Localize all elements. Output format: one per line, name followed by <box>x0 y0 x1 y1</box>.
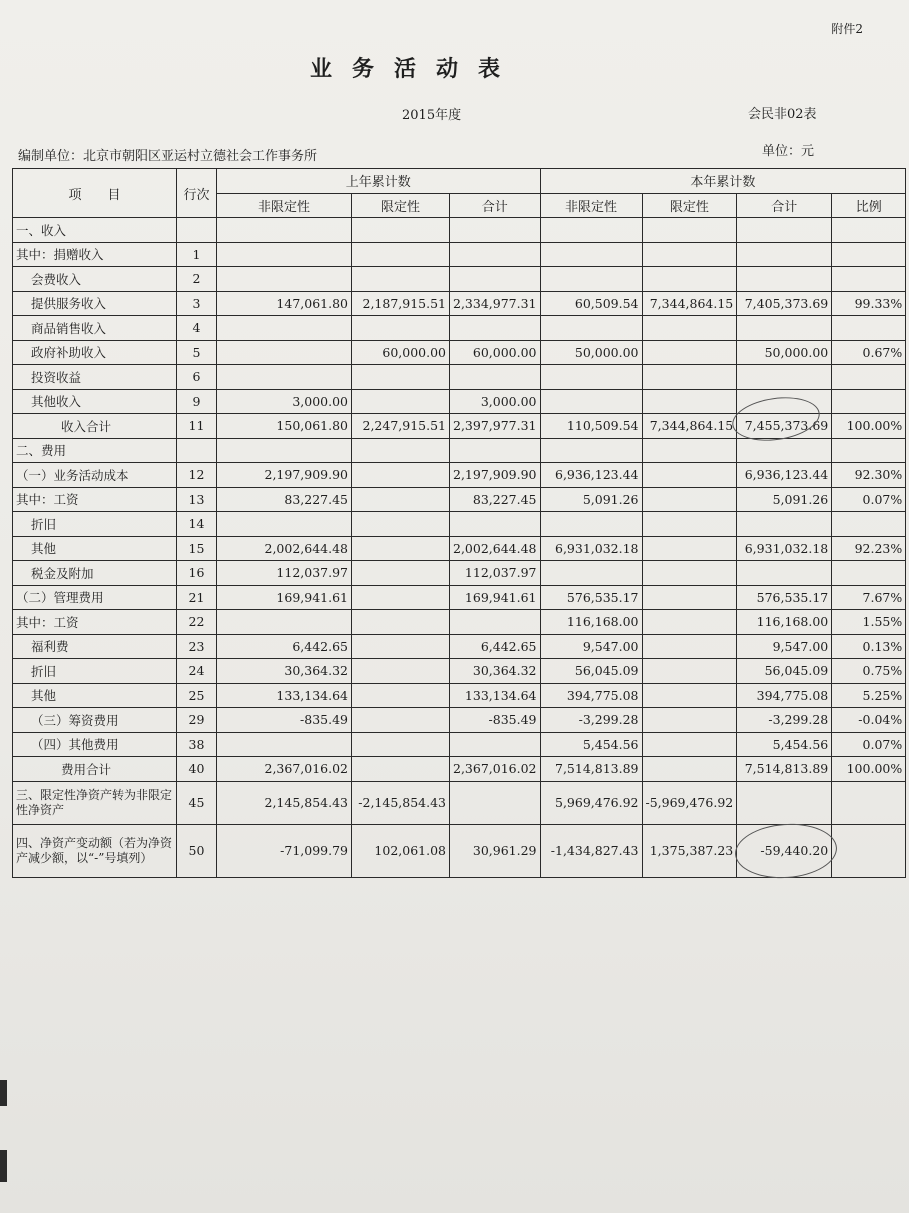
cell-ratio: 92.30% <box>832 463 906 488</box>
cell-cur-unrestricted <box>540 365 642 390</box>
cell-cur-restricted <box>642 610 737 635</box>
cell-prev-total: 83,227.45 <box>450 487 541 512</box>
cell-ratio <box>832 438 906 463</box>
table-row <box>13 438 906 463</box>
cell-line: 50 <box>177 824 217 877</box>
cell-line: 22 <box>177 610 217 635</box>
table-row <box>13 389 906 414</box>
cell-cur-unrestricted: 576,535.17 <box>540 585 642 610</box>
cell-prev-unrestricted <box>217 267 352 292</box>
cell-cur-total: 6,936,123.44 <box>737 463 832 488</box>
cell-ratio: 0.75% <box>832 659 906 684</box>
cell-line: 12 <box>177 463 217 488</box>
cell-cur-total <box>737 512 832 537</box>
cell-ratio: 0.07% <box>832 487 906 512</box>
col-header-prev-total: 合计 <box>450 193 541 218</box>
cell-ratio: 100.00% <box>832 757 906 782</box>
cell-prev-unrestricted: 150,061.80 <box>217 414 352 439</box>
cell-line: 38 <box>177 732 217 757</box>
cell-cur-total: 9,547.00 <box>737 634 832 659</box>
cell-item: 折旧 <box>13 659 177 684</box>
cell-prev-restricted <box>352 512 450 537</box>
cell-prev-restricted <box>352 316 450 341</box>
cell-line: 1 <box>177 242 217 267</box>
cell-prev-total: 30,364.32 <box>450 659 541 684</box>
col-header-line: 行次 <box>177 169 217 218</box>
table-row <box>13 781 906 824</box>
cell-item: 其他 <box>13 683 177 708</box>
cell-item: 提供服务收入 <box>13 291 177 316</box>
cell-cur-unrestricted: 9,547.00 <box>540 634 642 659</box>
cell-prev-total <box>450 512 541 537</box>
col-header-ratio: 比例 <box>832 193 906 218</box>
form-number: 会民非02表 <box>748 107 817 122</box>
cell-item: 收入合计 <box>13 414 177 439</box>
cell-cur-restricted <box>642 585 737 610</box>
cell-prev-total: 30,961.29 <box>450 824 541 877</box>
cell-prev-unrestricted: 112,037.97 <box>217 561 352 586</box>
page-title: 业务活动表 <box>309 56 520 82</box>
cell-cur-restricted <box>642 659 737 684</box>
cell-item: 商品销售收入 <box>13 316 177 341</box>
cell-cur-total: 7,514,813.89 <box>737 757 832 782</box>
table-row <box>13 316 906 341</box>
cell-ratio <box>832 389 906 414</box>
cell-prev-unrestricted: 169,941.61 <box>217 585 352 610</box>
cell-item: 其中：工资 <box>13 610 177 635</box>
cell-prev-unrestricted: 3,000.00 <box>217 389 352 414</box>
cell-prev-restricted: -2,145,854.43 <box>352 781 450 824</box>
cell-line: 15 <box>177 536 217 561</box>
cell-prev-restricted: 2,247,915.51 <box>352 414 450 439</box>
col-header-cur-year: 本年累计数 <box>540 169 906 194</box>
cell-cur-unrestricted: -3,299.28 <box>540 708 642 733</box>
table-row <box>13 291 906 316</box>
cell-line: 16 <box>177 561 217 586</box>
cell-prev-total: 2,397,977.31 <box>450 414 541 439</box>
cell-prev-restricted <box>352 708 450 733</box>
table-row <box>13 659 906 684</box>
table-row <box>13 683 906 708</box>
cell-cur-unrestricted: 6,931,032.18 <box>540 536 642 561</box>
cell-prev-total: 133,134.64 <box>450 683 541 708</box>
cell-prev-total <box>450 610 541 635</box>
cell-item: （二）管理费用 <box>13 585 177 610</box>
cell-cur-total: 56,045.09 <box>737 659 832 684</box>
cell-cur-restricted <box>642 218 737 243</box>
table-row <box>13 340 906 365</box>
cell-cur-unrestricted: 6,936,123.44 <box>540 463 642 488</box>
cell-ratio: 1.55% <box>832 610 906 635</box>
cell-ratio <box>832 824 906 877</box>
cell-item: 其中：捐赠收入 <box>13 242 177 267</box>
cell-item: 折旧 <box>13 512 177 537</box>
attachment-label: 附件2 <box>831 22 863 36</box>
cell-prev-unrestricted: 147,061.80 <box>217 291 352 316</box>
cell-cur-unrestricted <box>540 242 642 267</box>
cell-prev-restricted: 60,000.00 <box>352 340 450 365</box>
cell-prev-unrestricted: 2,002,644.48 <box>217 536 352 561</box>
cell-line: 40 <box>177 757 217 782</box>
cell-item: 会费收入 <box>13 267 177 292</box>
cell-prev-restricted <box>352 732 450 757</box>
cell-cur-total: -59,440.20 <box>737 824 832 877</box>
cell-cur-restricted <box>642 683 737 708</box>
cell-prev-unrestricted <box>217 610 352 635</box>
cell-prev-total <box>450 365 541 390</box>
cell-cur-restricted <box>642 732 737 757</box>
cell-prev-restricted <box>352 585 450 610</box>
cell-line <box>177 218 217 243</box>
cell-cur-restricted <box>642 242 737 267</box>
cell-cur-restricted <box>642 757 737 782</box>
cell-prev-unrestricted: 6,442.65 <box>217 634 352 659</box>
col-header-cur-restricted: 限定性 <box>642 193 737 218</box>
cell-prev-total <box>450 438 541 463</box>
cell-prev-total: 112,037.97 <box>450 561 541 586</box>
table-row <box>13 585 906 610</box>
table-row <box>13 561 906 586</box>
cell-prev-total <box>450 242 541 267</box>
cell-prev-unrestricted: -71,099.79 <box>217 824 352 877</box>
cell-cur-total <box>737 218 832 243</box>
table-row <box>13 267 906 292</box>
cell-cur-restricted <box>642 340 737 365</box>
cell-prev-restricted <box>352 218 450 243</box>
cell-prev-restricted: 102,061.08 <box>352 824 450 877</box>
cell-prev-restricted <box>352 365 450 390</box>
table-row <box>13 757 906 782</box>
table-row <box>13 463 906 488</box>
cell-item: 四、净资产变动额（若为净资产减少额，以“-”号填列） <box>13 824 177 877</box>
cell-item: （四）其他费用 <box>13 732 177 757</box>
cell-line: 14 <box>177 512 217 537</box>
table-row <box>13 708 906 733</box>
cell-cur-restricted <box>642 389 737 414</box>
cell-line: 13 <box>177 487 217 512</box>
activity-statement-table <box>12 168 906 878</box>
cell-prev-unrestricted <box>217 365 352 390</box>
cell-cur-unrestricted <box>540 316 642 341</box>
cell-prev-restricted <box>352 610 450 635</box>
cell-cur-total <box>737 242 832 267</box>
table-row <box>13 536 906 561</box>
table-row <box>13 732 906 757</box>
cell-item: 其他收入 <box>13 389 177 414</box>
cell-prev-total: 2,002,644.48 <box>450 536 541 561</box>
cell-ratio <box>832 561 906 586</box>
cell-cur-total: 5,454.56 <box>737 732 832 757</box>
table-row <box>13 487 906 512</box>
cell-cur-total: 394,775.08 <box>737 683 832 708</box>
cell-prev-restricted <box>352 561 450 586</box>
cell-item: 费用合计 <box>13 757 177 782</box>
cell-prev-total: -835.49 <box>450 708 541 733</box>
cell-item: （三）筹资费用 <box>13 708 177 733</box>
cell-prev-unrestricted: 133,134.64 <box>217 683 352 708</box>
cell-cur-unrestricted: 7,514,813.89 <box>540 757 642 782</box>
cell-prev-restricted <box>352 757 450 782</box>
table-row <box>13 414 906 439</box>
cell-prev-unrestricted <box>217 438 352 463</box>
table-row <box>13 610 906 635</box>
table-row <box>13 512 906 537</box>
cell-prev-unrestricted <box>217 218 352 243</box>
cell-item: 一、收入 <box>13 218 177 243</box>
cell-cur-restricted <box>642 634 737 659</box>
cell-line <box>177 438 217 463</box>
cell-cur-unrestricted: 116,168.00 <box>540 610 642 635</box>
cell-item: 福利费 <box>13 634 177 659</box>
cell-prev-total <box>450 267 541 292</box>
scan-edge-mark <box>0 1080 7 1106</box>
cell-cur-restricted <box>642 267 737 292</box>
cell-ratio <box>832 218 906 243</box>
cell-prev-unrestricted <box>217 512 352 537</box>
cell-cur-restricted <box>642 365 737 390</box>
cell-ratio <box>832 267 906 292</box>
cell-line: 23 <box>177 634 217 659</box>
cell-ratio <box>832 781 906 824</box>
cell-item: （一）业务活动成本 <box>13 463 177 488</box>
cell-cur-total <box>737 438 832 463</box>
cell-ratio <box>832 316 906 341</box>
cell-line: 11 <box>177 414 217 439</box>
cell-prev-restricted <box>352 659 450 684</box>
cell-cur-unrestricted: 110,509.54 <box>540 414 642 439</box>
cell-item: 其他 <box>13 536 177 561</box>
col-header-prev-restricted: 限定性 <box>352 193 450 218</box>
cell-cur-restricted <box>642 561 737 586</box>
cell-prev-total: 3,000.00 <box>450 389 541 414</box>
cell-cur-unrestricted: 56,045.09 <box>540 659 642 684</box>
cell-prev-total: 2,367,016.02 <box>450 757 541 782</box>
table-row <box>13 824 906 877</box>
cell-cur-total <box>737 781 832 824</box>
cell-cur-total: -3,299.28 <box>737 708 832 733</box>
cell-item: 二、费用 <box>13 438 177 463</box>
cell-cur-restricted <box>642 438 737 463</box>
table-row <box>13 634 906 659</box>
cell-cur-unrestricted: 60,509.54 <box>540 291 642 316</box>
cell-cur-unrestricted <box>540 561 642 586</box>
cell-cur-total: 576,535.17 <box>737 585 832 610</box>
cell-cur-total: 6,931,032.18 <box>737 536 832 561</box>
cell-prev-restricted <box>352 438 450 463</box>
cell-cur-total: 5,091.26 <box>737 487 832 512</box>
cell-cur-unrestricted <box>540 438 642 463</box>
cell-cur-restricted <box>642 708 737 733</box>
currency-unit: 单位：元 <box>762 144 815 159</box>
cell-cur-unrestricted <box>540 512 642 537</box>
col-header-prev-unrestricted: 非限定性 <box>217 193 352 218</box>
cell-line: 45 <box>177 781 217 824</box>
col-header-cur-unrestricted: 非限定性 <box>540 193 642 218</box>
reporting-entity: 编制单位：北京市朝阳区亚运村立德社会工作事务所 <box>18 149 318 164</box>
cell-cur-restricted <box>642 487 737 512</box>
cell-ratio: 100.00% <box>832 414 906 439</box>
cell-item: 投资收益 <box>13 365 177 390</box>
cell-prev-restricted <box>352 267 450 292</box>
col-header-prev-year: 上年累计数 <box>217 169 541 194</box>
cell-prev-unrestricted <box>217 242 352 267</box>
cell-prev-total: 60,000.00 <box>450 340 541 365</box>
cell-item: 税金及附加 <box>13 561 177 586</box>
cell-prev-total: 2,334,977.31 <box>450 291 541 316</box>
cell-line: 2 <box>177 267 217 292</box>
scan-edge-mark <box>0 1150 7 1182</box>
cell-prev-unrestricted: 30,364.32 <box>217 659 352 684</box>
cell-cur-restricted <box>642 536 737 561</box>
cell-prev-restricted <box>352 536 450 561</box>
cell-prev-unrestricted <box>217 732 352 757</box>
cell-prev-restricted <box>352 487 450 512</box>
cell-prev-unrestricted: -835.49 <box>217 708 352 733</box>
cell-item: 政府补助收入 <box>13 340 177 365</box>
cell-prev-restricted <box>352 242 450 267</box>
cell-cur-restricted <box>642 463 737 488</box>
cell-prev-restricted <box>352 463 450 488</box>
header-row-1 <box>13 169 906 194</box>
cell-ratio: 0.67% <box>832 340 906 365</box>
cell-cur-unrestricted: 5,454.56 <box>540 732 642 757</box>
cell-prev-unrestricted: 2,367,016.02 <box>217 757 352 782</box>
cell-cur-restricted: 7,344,864.15 <box>642 414 737 439</box>
cell-prev-total: 2,197,909.90 <box>450 463 541 488</box>
cell-prev-restricted <box>352 389 450 414</box>
cell-cur-total <box>737 389 832 414</box>
cell-cur-total: 50,000.00 <box>737 340 832 365</box>
cell-line: 24 <box>177 659 217 684</box>
cell-cur-unrestricted <box>540 389 642 414</box>
cell-cur-restricted <box>642 512 737 537</box>
cell-ratio: 99.33% <box>832 291 906 316</box>
cell-ratio: 5.25% <box>832 683 906 708</box>
cell-item: 其中：工资 <box>13 487 177 512</box>
cell-line: 9 <box>177 389 217 414</box>
cell-cur-total: 7,455,373.69 <box>737 414 832 439</box>
cell-ratio <box>832 512 906 537</box>
cell-prev-total <box>450 316 541 341</box>
cell-ratio: 0.07% <box>832 732 906 757</box>
cell-prev-restricted: 2,187,915.51 <box>352 291 450 316</box>
cell-ratio: 7.67% <box>832 585 906 610</box>
cell-item: 三、限定性净资产转为非限定性净资产 <box>13 781 177 824</box>
cell-prev-unrestricted <box>217 316 352 341</box>
cell-cur-unrestricted: 5,969,476.92 <box>540 781 642 824</box>
cell-prev-total <box>450 781 541 824</box>
cell-cur-unrestricted <box>540 218 642 243</box>
cell-line: 6 <box>177 365 217 390</box>
cell-cur-unrestricted <box>540 267 642 292</box>
cell-line: 25 <box>177 683 217 708</box>
cell-ratio: 92.23% <box>832 536 906 561</box>
cell-cur-restricted: 7,344,864.15 <box>642 291 737 316</box>
cell-prev-unrestricted: 2,145,854.43 <box>217 781 352 824</box>
cell-ratio <box>832 242 906 267</box>
cell-prev-total: 6,442.65 <box>450 634 541 659</box>
cell-cur-total: 7,405,373.69 <box>737 291 832 316</box>
cell-prev-unrestricted: 83,227.45 <box>217 487 352 512</box>
cell-cur-unrestricted: 5,091.26 <box>540 487 642 512</box>
cell-line: 4 <box>177 316 217 341</box>
cell-cur-unrestricted: 50,000.00 <box>540 340 642 365</box>
cell-cur-total <box>737 365 832 390</box>
table-row <box>13 242 906 267</box>
cell-cur-total <box>737 316 832 341</box>
cell-cur-unrestricted: -1,434,827.43 <box>540 824 642 877</box>
cell-prev-unrestricted: 2,197,909.90 <box>217 463 352 488</box>
cell-prev-restricted <box>352 634 450 659</box>
cell-ratio: 0.13% <box>832 634 906 659</box>
report-year: 2015年度 <box>402 108 462 123</box>
col-header-cur-total: 合计 <box>737 193 832 218</box>
cell-cur-total <box>737 561 832 586</box>
cell-cur-restricted: -5,969,476.92 <box>642 781 737 824</box>
cell-ratio: -0.04% <box>832 708 906 733</box>
cell-prev-unrestricted <box>217 340 352 365</box>
cell-prev-total <box>450 732 541 757</box>
cell-cur-total: 116,168.00 <box>737 610 832 635</box>
cell-ratio <box>832 365 906 390</box>
cell-line: 29 <box>177 708 217 733</box>
cell-prev-total: 169,941.61 <box>450 585 541 610</box>
cell-prev-total <box>450 218 541 243</box>
cell-line: 5 <box>177 340 217 365</box>
cell-prev-restricted <box>352 683 450 708</box>
cell-line: 21 <box>177 585 217 610</box>
col-header-item: 项 目 <box>13 169 177 218</box>
cell-cur-unrestricted: 394,775.08 <box>540 683 642 708</box>
cell-cur-total <box>737 267 832 292</box>
table-row <box>13 365 906 390</box>
cell-line: 3 <box>177 291 217 316</box>
cell-cur-restricted: 1,375,387.23 <box>642 824 737 877</box>
table-row <box>13 218 906 243</box>
cell-cur-restricted <box>642 316 737 341</box>
